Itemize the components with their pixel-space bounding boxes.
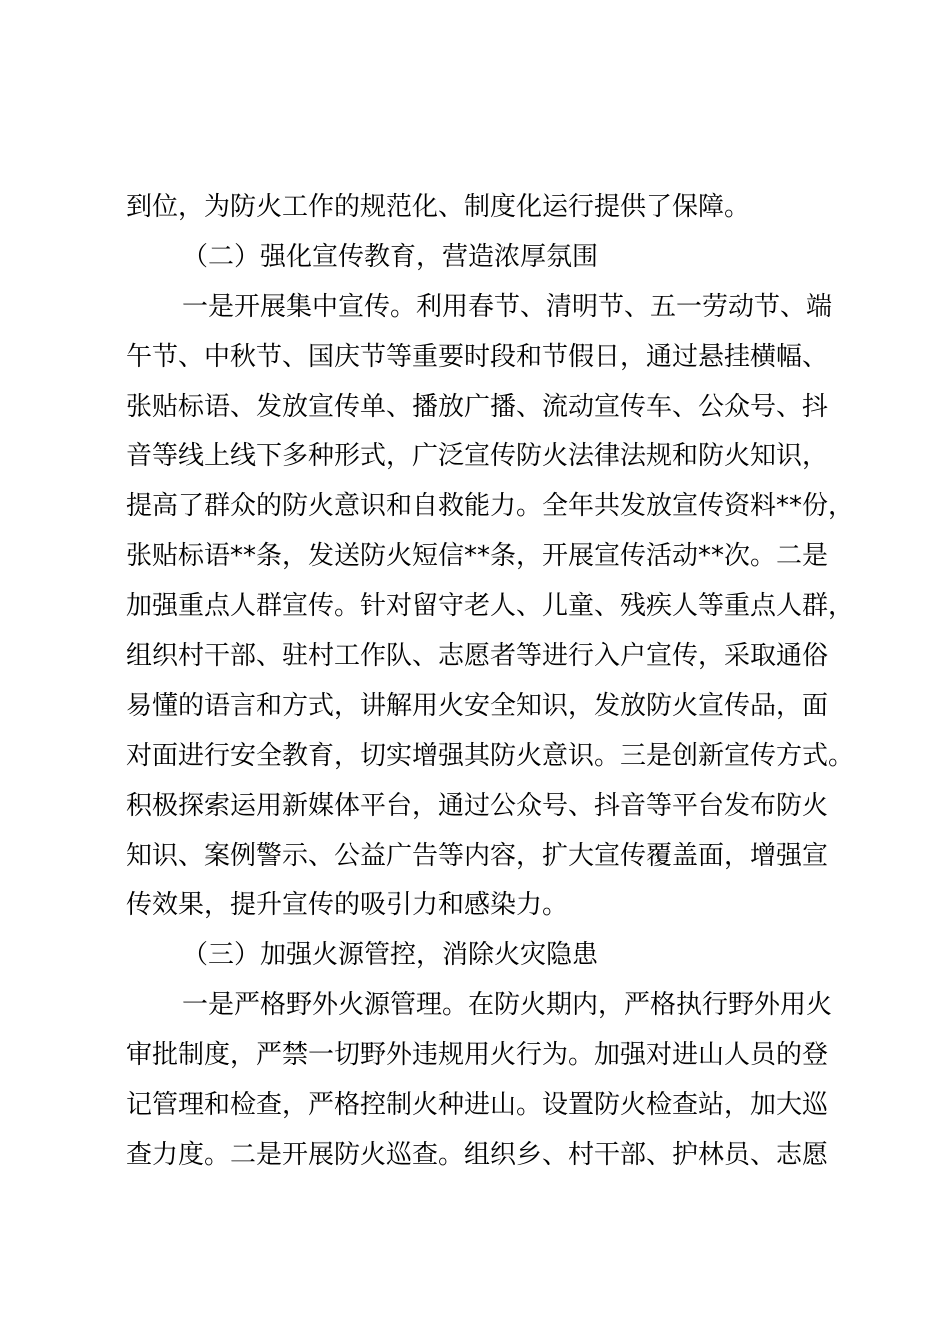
paragraph-line: 知识、案例警示、公益广告等内容，扩大宣传覆盖面，增强宣: [126, 840, 829, 871]
document-body: [126, 183, 866, 1181]
paragraph-line: 积极探索运用新媒体平台，通过公众号、抖音等平台发布防火: [126, 790, 829, 821]
paragraph-line: 一是严格野外火源管理。在防火期内，严格执行野外用火: [182, 990, 833, 1021]
paragraph-line: 记管理和检查，严格控制火种进山。设置防火检查站，加大巡: [126, 1090, 829, 1121]
paragraph-continuation-line: 到位，为防火工作的规范化、制度化运行提供了保障。: [126, 192, 751, 222]
section-heading-3: （三）加强火源管控，消除火灾隐患: [182, 940, 599, 971]
section-heading-2: （二）强化宣传教育，营造浓厚氛围: [182, 241, 599, 272]
paragraph-line: 张贴标语、发放宣传单、播放广播、流动宣传车、公众号、抖: [126, 391, 829, 422]
paragraph-line: 易懂的语言和方式，讲解用火安全知识，发放防火宣传品，面: [126, 690, 829, 721]
paragraph-line: 午节、中秋节、国庆节等重要时段和节假日，通过悬挂横幅、: [126, 341, 829, 372]
paragraph-line: 组织村干部、驻村工作队、志愿者等进行入户宣传，采取通俗: [126, 641, 829, 672]
paragraph-line: 一是开展集中宣传。利用春节、清明节、五一劳动节、端: [182, 291, 833, 322]
paragraph-line: 张贴标语**条，发送防火短信**条，开展宣传活动**次。二是: [126, 541, 829, 572]
paragraph-line: 对面进行安全教育，切实增强其防火意识。三是创新宣传方式。: [126, 740, 855, 771]
paragraph-line: 传效果，提升宣传的吸引力和感染力。: [126, 890, 569, 921]
paragraph-line: 审批制度，严禁一切野外违规用火行为。加强对进山人员的登: [126, 1040, 829, 1071]
paragraph-line: 查力度。二是开展防火巡查。组织乡、村干部、护林员、志愿: [126, 1139, 829, 1170]
paragraph-line: 提高了群众的防火意识和自救能力。全年共发放宣传资料**份，: [126, 491, 855, 522]
paragraph-line: 音等线上线下多种形式，广泛宣传防火法律法规和防火知识，: [126, 441, 829, 472]
paragraph-line: 加强重点人群宣传。针对留守老人、儿童、残疾人等重点人群，: [126, 591, 855, 622]
